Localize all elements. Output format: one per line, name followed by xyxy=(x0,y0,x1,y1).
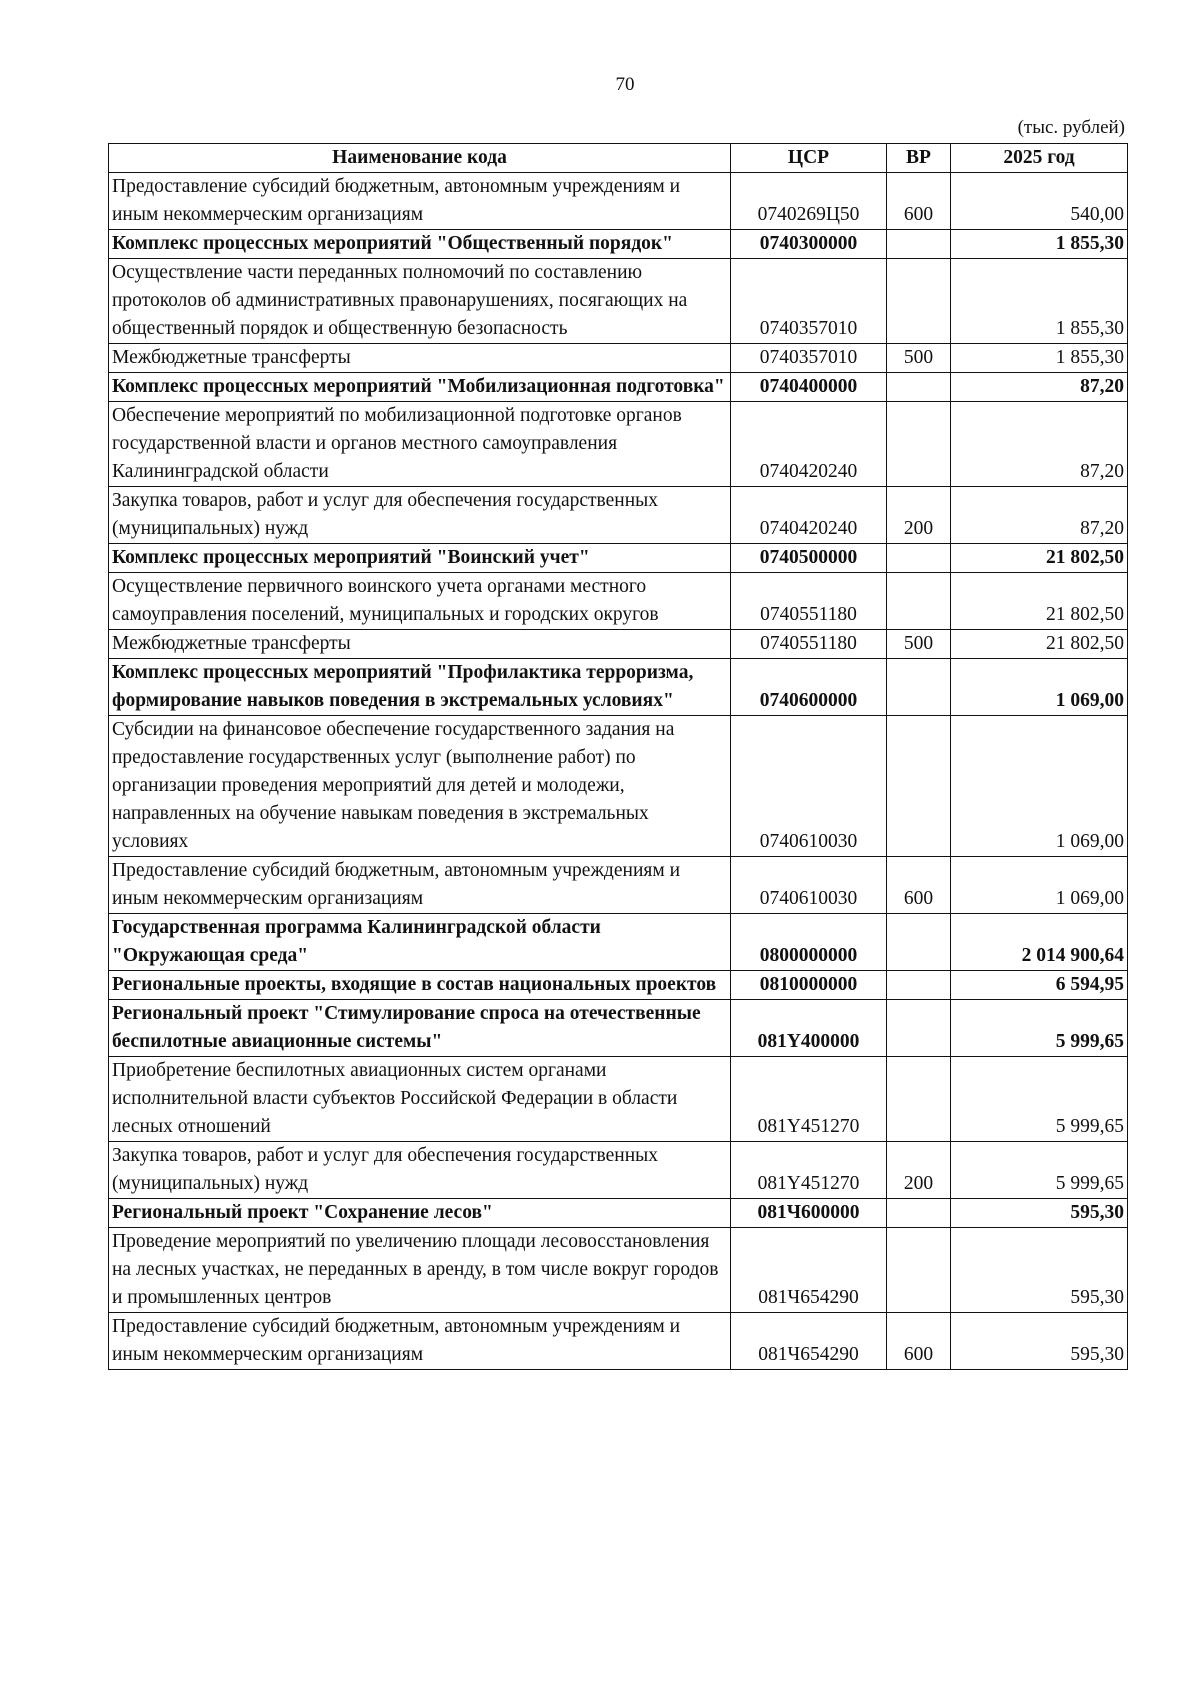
cell-sum: 595,30 xyxy=(951,1313,1128,1370)
cell-vr: 200 xyxy=(887,1142,951,1199)
cell-csr: 081Ч600000 xyxy=(731,1199,887,1228)
table-row xyxy=(109,1057,1128,1142)
cell-csr: 0740420240 xyxy=(731,402,887,487)
header-csr: ЦСР xyxy=(731,144,887,173)
cell-sum: 5 999,65 xyxy=(951,1000,1128,1057)
cell-csr: 081Ч654290 xyxy=(731,1228,887,1313)
cell-vr xyxy=(887,544,951,573)
cell-csr: 0740600000 xyxy=(731,659,887,716)
cell-vr: 500 xyxy=(887,344,951,373)
cell-sum: 1 855,30 xyxy=(951,259,1128,344)
cell-csr: 0740269Ц50 xyxy=(731,173,887,230)
table-row xyxy=(109,344,1128,373)
cell-name: Приобретение беспилотных авиационных систем органами исполнительной власти субъектов Российской Федерации в области лесных отношений xyxy=(109,1057,731,1142)
table-row xyxy=(109,373,1128,402)
cell-sum: 1 069,00 xyxy=(951,716,1128,857)
cell-vr xyxy=(887,914,951,971)
cell-vr xyxy=(887,230,951,259)
table-row xyxy=(109,857,1128,914)
table-row xyxy=(109,402,1128,487)
table-row xyxy=(109,230,1128,259)
cell-vr: 200 xyxy=(887,487,951,544)
cell-csr: 0740420240 xyxy=(731,487,887,544)
cell-name: Государственная программа Калининградской области "Окружающая среда" xyxy=(109,914,731,971)
cell-name: Комплекс процессных мероприятий "Общественный порядок" xyxy=(109,230,731,259)
cell-vr xyxy=(887,1199,951,1228)
table-row xyxy=(109,630,1128,659)
cell-sum: 595,30 xyxy=(951,1228,1128,1313)
cell-vr xyxy=(887,1057,951,1142)
cell-name: Региональный проект "Стимулирование спроса на отечественные беспилотные авиационные системы" xyxy=(109,1000,731,1057)
table-row xyxy=(109,1000,1128,1057)
cell-name: Обеспечение мероприятий по мобилизационной подготовке органов государственной власти и органов местного самоуправления Калининградской области xyxy=(109,402,731,487)
cell-csr: 0740300000 xyxy=(731,230,887,259)
cell-csr: 0740610030 xyxy=(731,716,887,857)
cell-sum: 21 802,50 xyxy=(951,630,1128,659)
cell-vr xyxy=(887,716,951,857)
table-row xyxy=(109,573,1128,630)
cell-name: Предоставление субсидий бюджетным, автономным учреждениям и иным некоммерческим организациям xyxy=(109,1313,731,1370)
cell-name: Межбюджетные трансферты xyxy=(109,630,731,659)
table-row xyxy=(109,1313,1128,1370)
cell-sum: 1 069,00 xyxy=(951,659,1128,716)
cell-name: Осуществление первичного воинского учета органами местного самоуправления поселений, муниципальных и городских округов xyxy=(109,573,731,630)
cell-vr: 600 xyxy=(887,173,951,230)
cell-sum: 595,30 xyxy=(951,1199,1128,1228)
cell-sum: 540,00 xyxy=(951,173,1128,230)
table-row xyxy=(109,259,1128,344)
cell-vr xyxy=(887,659,951,716)
cell-csr: 0740400000 xyxy=(731,373,887,402)
table-header-row xyxy=(109,144,1128,173)
cell-name: Региональный проект "Сохранение лесов" xyxy=(109,1199,731,1228)
header-sum: 2025 год xyxy=(951,144,1128,173)
cell-vr: 600 xyxy=(887,857,951,914)
table-row xyxy=(109,914,1128,971)
table-row xyxy=(109,971,1128,1000)
cell-name: Комплекс процессных мероприятий "Мобилизационная подготовка" xyxy=(109,373,731,402)
table-row xyxy=(109,487,1128,544)
cell-csr: 081Y400000 xyxy=(731,1000,887,1057)
cell-csr: 081Y451270 xyxy=(731,1057,887,1142)
table-row xyxy=(109,544,1128,573)
table-row xyxy=(109,1228,1128,1313)
cell-sum: 87,20 xyxy=(951,487,1128,544)
cell-name: Комплекс процессных мероприятий "Воинский учет" xyxy=(109,544,731,573)
cell-sum: 1 069,00 xyxy=(951,857,1128,914)
cell-sum: 5 999,65 xyxy=(951,1057,1128,1142)
header-name: Наименование кода xyxy=(109,144,731,173)
cell-vr: 500 xyxy=(887,630,951,659)
table-row xyxy=(109,716,1128,857)
cell-sum: 5 999,65 xyxy=(951,1142,1128,1199)
cell-vr xyxy=(887,373,951,402)
cell-vr xyxy=(887,402,951,487)
cell-csr: 0740610030 xyxy=(731,857,887,914)
cell-name: Предоставление субсидий бюджетным, автономным учреждениям и иным некоммерческим организациям xyxy=(109,173,731,230)
table-row xyxy=(109,173,1128,230)
table-row xyxy=(109,659,1128,716)
table-row xyxy=(109,1199,1128,1228)
cell-csr: 0740551180 xyxy=(731,573,887,630)
cell-sum: 87,20 xyxy=(951,373,1128,402)
cell-csr: 0740500000 xyxy=(731,544,887,573)
cell-name: Межбюджетные трансферты xyxy=(109,344,731,373)
cell-csr: 081Ч654290 xyxy=(731,1313,887,1370)
cell-csr: 0740357010 xyxy=(731,259,887,344)
cell-csr: 0800000000 xyxy=(731,914,887,971)
cell-name: Региональные проекты, входящие в состав национальных проектов xyxy=(109,971,731,1000)
cell-csr: 0810000000 xyxy=(731,971,887,1000)
cell-name: Предоставление субсидий бюджетным, автономным учреждениям и иным некоммерческим организациям xyxy=(109,857,731,914)
cell-name: Проведение мероприятий по увеличению площади лесовосстановления на лесных участках, не переданных в аренду, в том числе вокруг городов и промышленных центров xyxy=(109,1228,731,1313)
cell-csr: 081Y451270 xyxy=(731,1142,887,1199)
units-label: (тыс. рублей) xyxy=(1017,117,1125,138)
cell-sum: 87,20 xyxy=(951,402,1128,487)
cell-name: Комплекс процессных мероприятий "Профилактика терроризма, формирование навыков поведения в экстремальных условиях" xyxy=(109,659,731,716)
cell-vr xyxy=(887,573,951,630)
header-vr: ВР xyxy=(887,144,951,173)
page-number: 70 xyxy=(615,74,635,95)
cell-sum: 21 802,50 xyxy=(951,544,1128,573)
table-row xyxy=(109,1142,1128,1199)
cell-csr: 0740357010 xyxy=(731,344,887,373)
cell-vr xyxy=(887,1228,951,1313)
cell-vr xyxy=(887,259,951,344)
cell-vr xyxy=(887,971,951,1000)
cell-name: Закупка товаров, работ и услуг для обеспечения государственных (муниципальных) нужд xyxy=(109,1142,731,1199)
cell-sum: 1 855,30 xyxy=(951,230,1128,259)
cell-csr: 0740551180 xyxy=(731,630,887,659)
cell-sum: 21 802,50 xyxy=(951,573,1128,630)
cell-sum: 6 594,95 xyxy=(951,971,1128,1000)
cell-name: Осуществление части переданных полномочий по составлению протоколов об административных правонарушениях, посягающих на общественный порядок и общественную безопасность xyxy=(109,259,731,344)
budget-table xyxy=(108,143,1128,1370)
cell-name: Закупка товаров, работ и услуг для обеспечения государственных (муниципальных) нужд xyxy=(109,487,731,544)
cell-vr xyxy=(887,1000,951,1057)
cell-name: Субсидии на финансовое обеспечение государственного задания на предоставление государственных услуг (выполнение работ) по организации проведения мероприятий для детей и молодежи, направленных на обучение навыкам поведения в экстремальных условиях xyxy=(109,716,731,857)
cell-sum: 1 855,30 xyxy=(951,344,1128,373)
cell-sum: 2 014 900,64 xyxy=(951,914,1128,971)
cell-vr: 600 xyxy=(887,1313,951,1370)
